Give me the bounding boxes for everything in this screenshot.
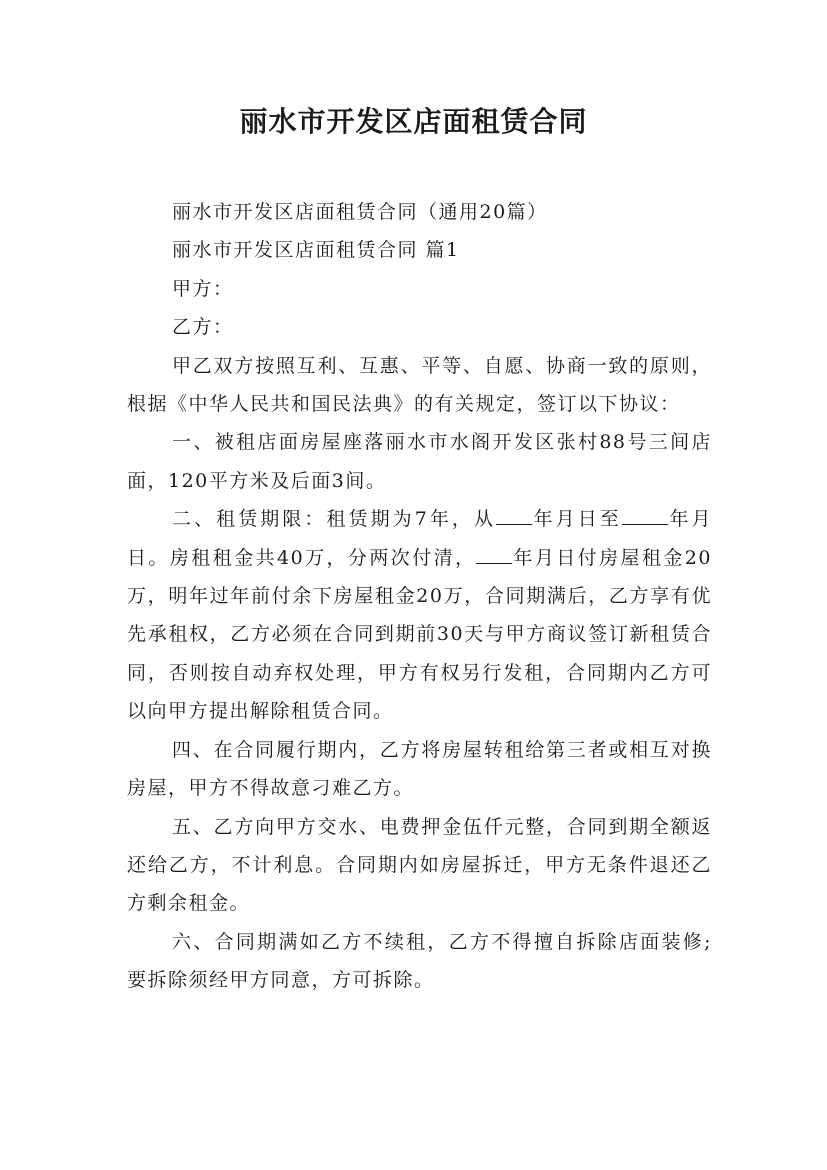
clause-1-paragraph: 一、被租店面房屋座落丽水市水阁开发区张村88号三间店面，120平方米及后面3间。: [127, 431, 712, 492]
document-title: 丽水市开发区店面租赁合同: [239, 105, 588, 138]
clause-2-text-part-3: 年月日。房租租金共40万，分两次付清，: [127, 508, 712, 569]
clause-6-paragraph: 六、合同期满如乙方不续租，乙方不得擅自拆除店面装修;要拆除须经甲方同意，方可拆除。: [127, 930, 712, 992]
clause-5-paragraph: 五、乙方向甲方交水、电费押金伍仟元整，合同到期全额返还给乙方，不计利息。合同期内如房屋拆迁，甲方无条件退还乙方剩余租金。: [127, 815, 712, 915]
clause-4-paragraph: 四、在合同履行期内，乙方将房屋转租给第三者或相互对换房屋，甲方不得故意刁难乙方。: [127, 738, 712, 800]
blank-underline: [496, 502, 532, 525]
clause-2-text-part-4: 年月日付房屋租金20万，明年过年前付余下房屋租金20万，合同期满后，乙方享有优先承租权，乙方必须在合同到期前30天与甲方商议签订新租赁合同，否则按自动弃权处理，甲方有权另行发租，合同期内乙方可以向甲方提出解除租赁合同。: [127, 546, 712, 723]
clause-2-text-part-2: 年月日至: [532, 508, 622, 531]
blank-underline: [622, 502, 668, 525]
document-subtitle: 丽水市开发区店面租赁合同（通用20篇）: [172, 201, 548, 223]
document-body: [127, 193, 712, 1000]
party-b-line: 乙方：: [172, 316, 234, 339]
clause-2-paragraph: [127, 500, 712, 730]
blank-underline: [476, 541, 512, 564]
section-heading: 丽水市开发区店面租赁合同 篇1: [172, 239, 460, 262]
clause-2-text-part-1: 二、租赁期限：租赁期为7年，从: [172, 508, 497, 531]
party-a-line: 甲方：: [172, 277, 234, 300]
intro-paragraph: 甲乙双方按照互利、互惠、平等、自愿、协商一致的原则，根据《中华人民共和国民法典》的有关规定，签订以下协议：: [127, 354, 712, 416]
